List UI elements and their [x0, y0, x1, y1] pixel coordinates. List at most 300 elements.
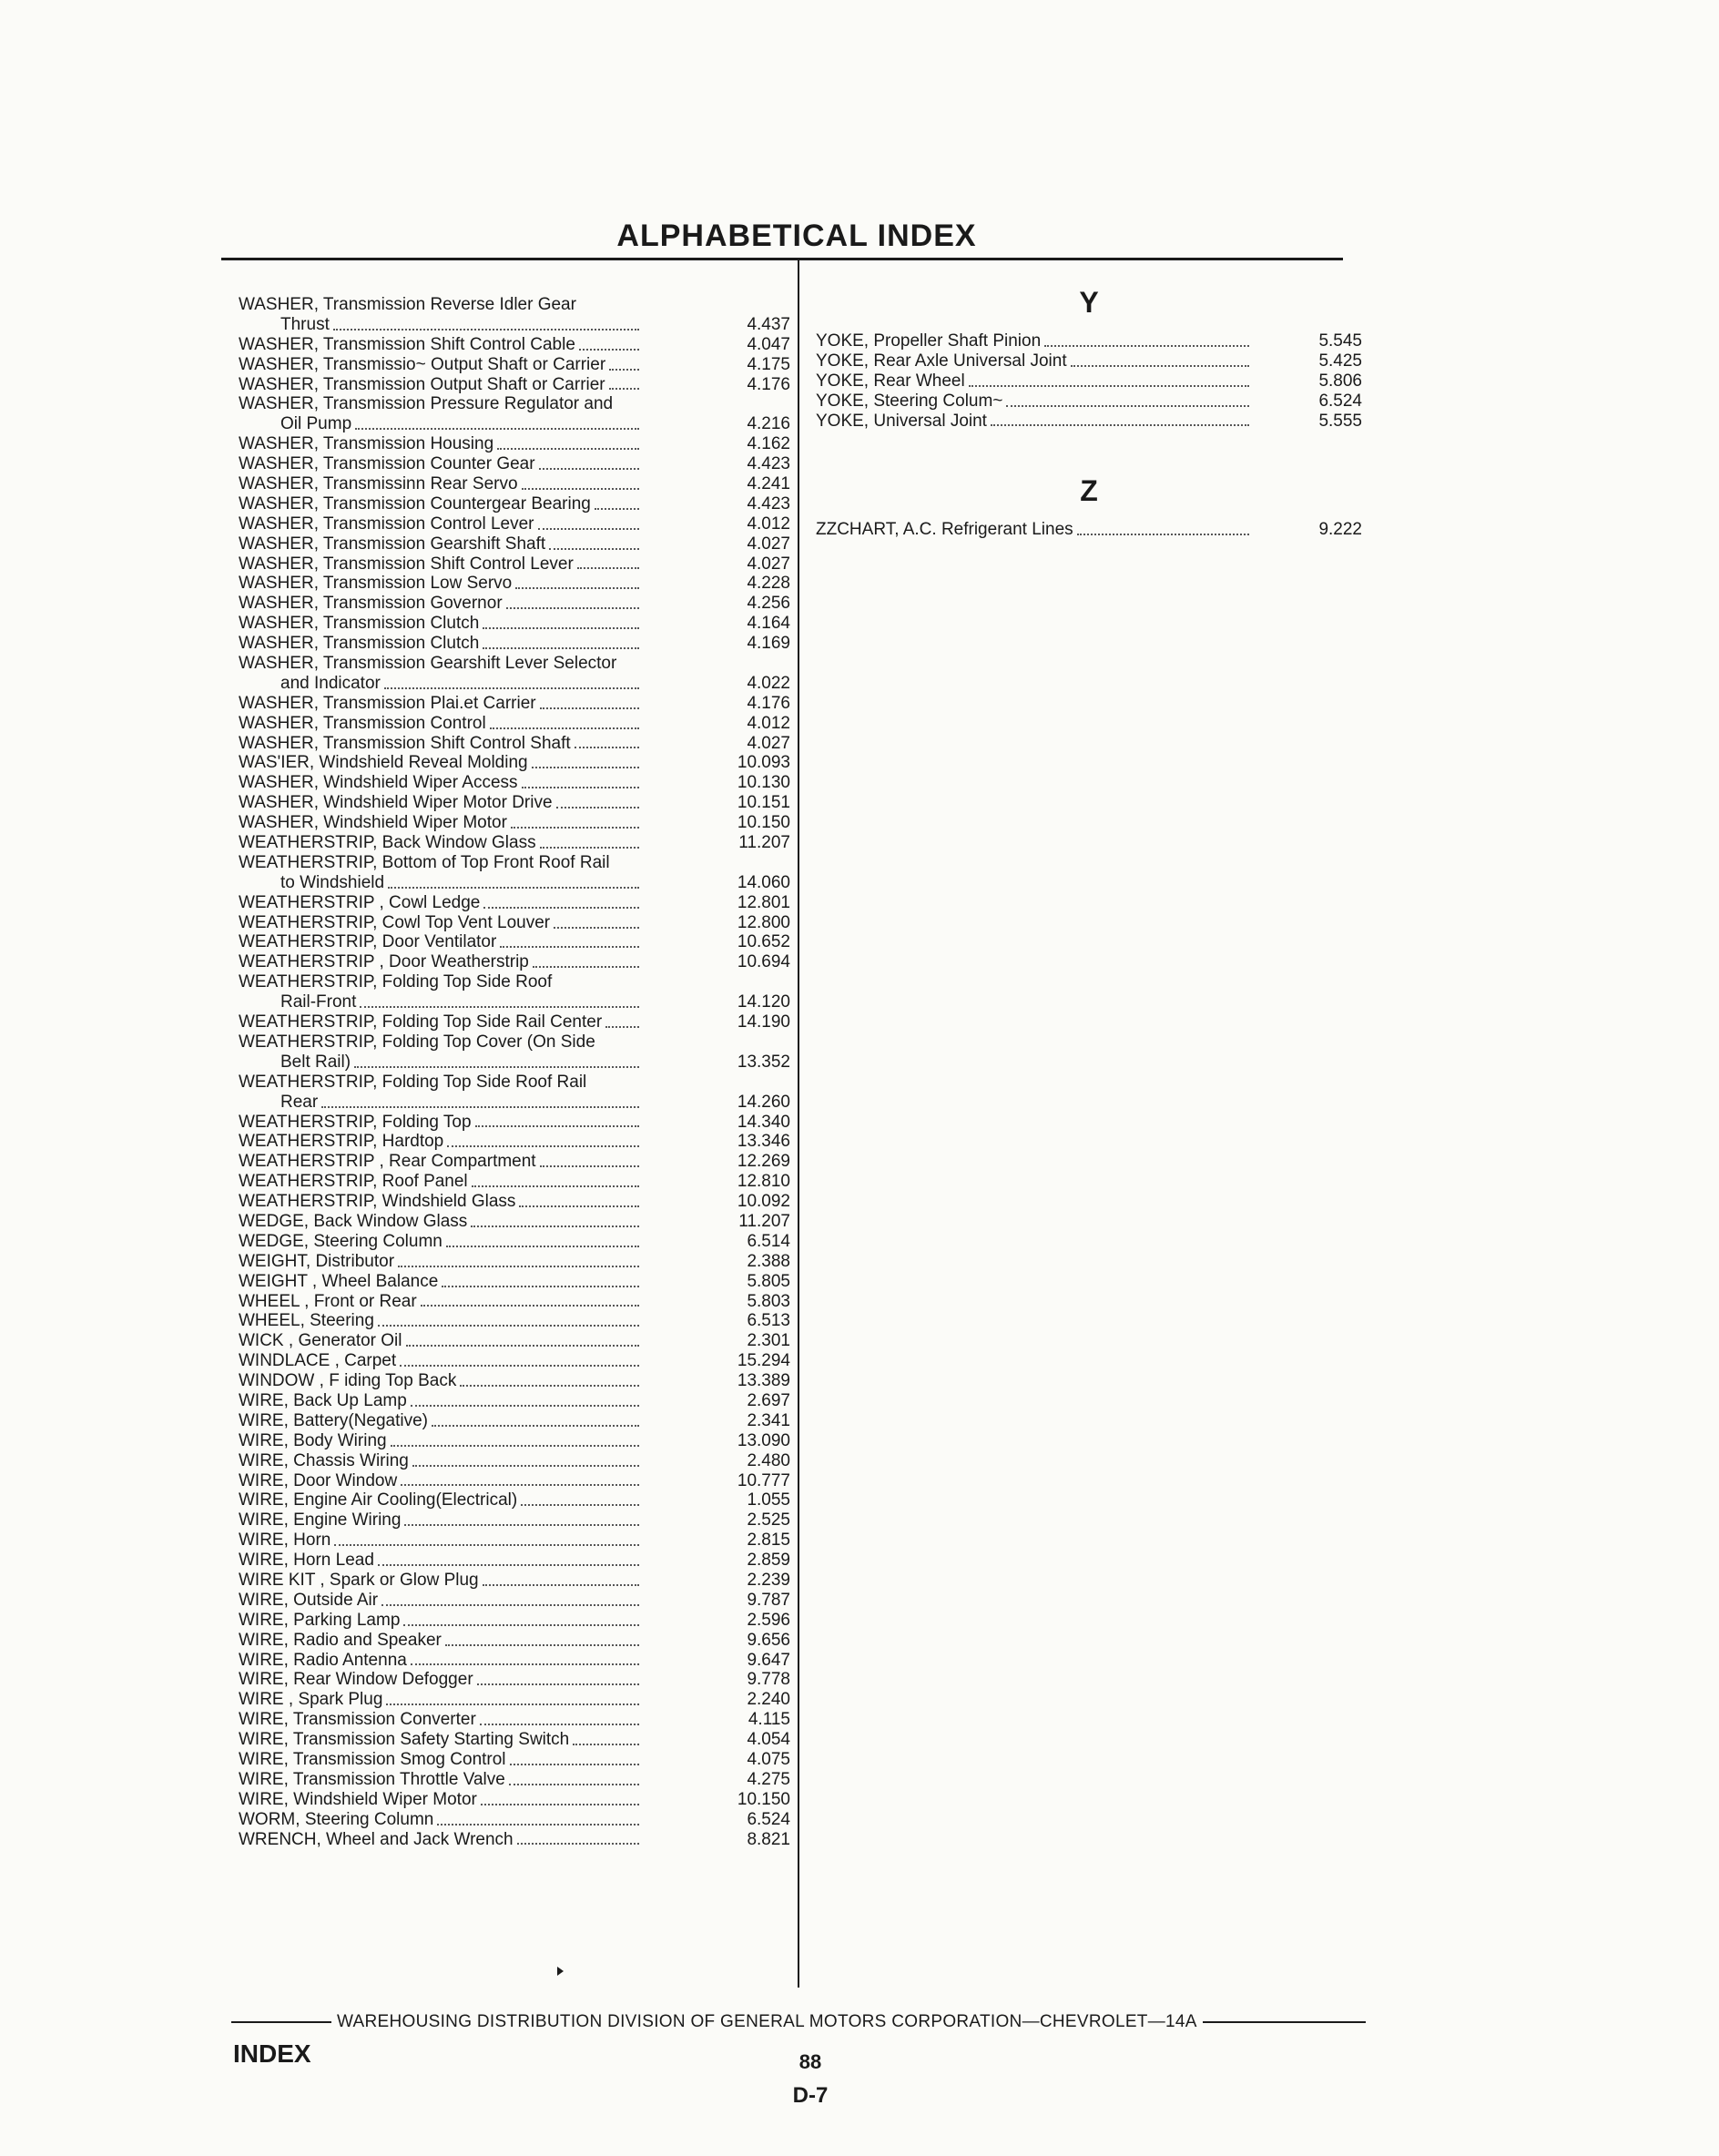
dot-leader [321, 1101, 639, 1108]
index-entry-label: WHEEL, Steering [239, 1311, 374, 1331]
index-entry [239, 853, 790, 873]
index-entry-label: WASHER, Windshield Wiper Access [239, 773, 518, 793]
index-entry-page: 10.093 [737, 753, 790, 773]
index-entry [239, 1292, 790, 1312]
index-entry-label: YOKE, Rear Axle Universal Joint [816, 351, 1067, 371]
index-entry-page: 4.216 [747, 414, 790, 434]
dot-leader [539, 463, 639, 470]
index-entry-label: WEATHERSTRIP, Hardtop [239, 1132, 444, 1152]
dot-leader [540, 841, 639, 849]
index-entry [816, 371, 1362, 392]
index-entry [239, 1730, 790, 1750]
index-entry [239, 1113, 790, 1133]
index-entry [239, 1431, 790, 1451]
index-entry [239, 753, 790, 773]
dot-leader [573, 1738, 639, 1745]
dot-leader [333, 323, 639, 331]
index-entry [239, 933, 790, 953]
dot-leader [475, 1120, 639, 1127]
index-entry-page: 6.524 [747, 1809, 790, 1829]
index-entry-page: 14.260 [737, 1092, 790, 1112]
sheet-code: D-7 [792, 2083, 829, 2108]
letter-heading: Y [1079, 286, 1099, 319]
index-entry [239, 534, 790, 554]
index-entry-page: 4.027 [747, 554, 790, 574]
index-entry-label: ZZCHART, A.C. Refrigerant Lines [816, 520, 1073, 540]
dot-leader [483, 642, 639, 649]
index-entry-page: 2.341 [747, 1410, 790, 1430]
dot-leader [471, 1220, 639, 1227]
index-entry [239, 355, 790, 375]
index-entry-page: 4.047 [747, 334, 790, 354]
index-entry-page: 2.815 [747, 1531, 790, 1551]
index-entry-label: WASHER, Transmission Control Lever [239, 514, 534, 534]
index-entry-page: 11.207 [738, 1211, 790, 1231]
index-entry [239, 574, 790, 594]
dot-leader [519, 1200, 639, 1207]
index-entry-label: WIRE, Transmission Smog Control [239, 1750, 506, 1769]
dot-leader [538, 523, 639, 530]
index-entry [239, 1551, 790, 1571]
index-entry [239, 992, 790, 1012]
index-entry [239, 1391, 790, 1411]
index-entry-page: 5.806 [1318, 371, 1362, 391]
letter-heading: Z [1080, 474, 1098, 508]
index-entry-label: WEATHERSTRIP , Cowl Ledge [239, 892, 481, 912]
index-entry-page: 9.222 [1318, 520, 1362, 540]
index-entry-page: 2.388 [747, 1251, 790, 1271]
index-entry [239, 614, 790, 634]
dot-leader [483, 622, 639, 629]
index-entry-page: 9.656 [747, 1630, 790, 1650]
index-entry-page: 14.340 [737, 1112, 790, 1132]
dot-leader [595, 503, 639, 510]
index-entry-label: WIRE, Back Up Lamp [239, 1390, 407, 1410]
index-entry [239, 554, 790, 575]
footer-rule-right [1203, 2021, 1366, 2023]
index-entry-label: WIRE, Outside Air [239, 1590, 379, 1610]
index-entry-label: WEATHERSTRIP, Door Ventilator [239, 932, 497, 952]
index-entry [239, 315, 790, 335]
dot-leader [554, 921, 639, 929]
index-entry-page: 2.859 [747, 1551, 790, 1571]
index-entry-page: 11.207 [738, 833, 790, 853]
index-entry [239, 1012, 790, 1032]
index-entry-label: WIRE, Engine Air Cooling(Electrical) [239, 1490, 518, 1510]
index-entry-label: WIRE, Battery(Negative) [239, 1410, 428, 1430]
index-entry-label: WAS'IER, Windshield Reveal Molding [239, 753, 528, 773]
index-entry [239, 1471, 790, 1491]
dot-leader [540, 1160, 639, 1167]
dot-leader [549, 543, 639, 550]
dot-leader [378, 1559, 639, 1566]
index-entry-page: 2.240 [747, 1690, 790, 1710]
index-entry-page: 4.176 [747, 693, 790, 713]
index-entry [239, 1510, 790, 1531]
index-entry-label: and Indicator [280, 673, 381, 693]
index-entry-label: WASHER, Transmission Control [239, 713, 486, 733]
index-entry-label: YOKE, Steering Colum~ [816, 391, 1003, 411]
index-entry-label: WASHER, Transmission Plai.et Carrier [239, 693, 536, 713]
index-entry-page: 12.800 [737, 912, 790, 932]
dot-leader [506, 602, 639, 609]
index-entry-label: WEATHERSTRIP, Back Window Glass [239, 833, 536, 853]
dot-leader [384, 682, 639, 689]
index-entry-page: 2.239 [747, 1570, 790, 1590]
index-entry [239, 1790, 790, 1810]
dot-leader [556, 801, 639, 808]
right-index-column [816, 282, 1362, 540]
dot-leader [442, 1280, 639, 1287]
index-entry-label: WIRE, Rear Window Defogger [239, 1670, 473, 1690]
index-entry-page: 14.120 [737, 992, 790, 1012]
index-entry-label: WEDGE, Steering Column [239, 1231, 442, 1251]
index-entry [239, 773, 790, 793]
index-entry-label: WASHER, Windshield Wiper Motor [239, 813, 507, 833]
index-entry-label: WIRE, Chassis Wiring [239, 1450, 409, 1470]
index-entry-label: Belt Rail) [280, 1052, 351, 1072]
index-entry-label: WIRE, Parking Lamp [239, 1610, 401, 1630]
index-entry-label: YOKE, Propeller Shaft Pinion [816, 331, 1042, 351]
index-entry [239, 1490, 790, 1510]
index-entry [239, 1093, 790, 1113]
section-label: INDEX [233, 2039, 311, 2068]
index-entry-label: WEATHERSTRIP , Door Weatherstrip [239, 952, 529, 972]
dot-leader [388, 881, 639, 889]
dot-leader [437, 1818, 639, 1825]
dot-leader [497, 442, 639, 450]
dot-leader [445, 1639, 639, 1646]
index-entry-page: 5.805 [747, 1271, 790, 1291]
index-entry [239, 375, 790, 395]
index-entry-label: WIRE, Door Window [239, 1470, 398, 1490]
index-entry [239, 1132, 790, 1152]
index-entry-page: 12.801 [737, 892, 790, 912]
index-entry-page: 5.425 [1318, 351, 1362, 371]
dot-leader [522, 483, 639, 490]
dot-leader [480, 1718, 639, 1725]
index-entry-page: 10.151 [737, 793, 790, 813]
index-entry-label: WASHER, Transmission Gearshift Shaft [239, 534, 546, 554]
index-entry-page: 6.514 [747, 1231, 790, 1251]
index-entry [239, 1371, 790, 1391]
index-entry-page: 2.301 [747, 1331, 790, 1351]
index-entry [239, 1670, 790, 1690]
index-entry-label: WASHER, Windshield Wiper Motor Drive [239, 793, 553, 813]
dot-leader [575, 741, 639, 748]
index-entry-label: WEATHERSTRIP , Rear Compartment [239, 1152, 536, 1172]
index-entry-label: WIRE, Transmission Converter [239, 1710, 476, 1730]
index-entry-page: 13.090 [737, 1430, 790, 1450]
dot-leader [511, 821, 639, 829]
index-entry [816, 412, 1362, 432]
dot-leader [460, 1379, 639, 1387]
index-entry-label: WASHER, Transmission Clutch [239, 634, 480, 654]
index-entry-page: 13.346 [737, 1132, 790, 1152]
index-entry-label: WASHER, Transmission Gearshift Lever Selector [239, 654, 617, 674]
index-entry-page: 5.555 [1318, 411, 1362, 431]
index-entry-label: WASHER, Transmission Reverse Idler Gear [239, 294, 576, 314]
footer-rule-left [231, 2021, 331, 2023]
index-entry-page: 14.190 [737, 1012, 790, 1032]
index-entry [239, 1611, 790, 1631]
index-entry-page: 4.228 [747, 574, 790, 594]
index-entry [239, 514, 790, 534]
index-entry-label: YOKE, Rear Wheel [816, 371, 965, 391]
index-entry-label: WIRE, Body Wiring [239, 1430, 387, 1450]
index-entry-label: WASHER, Transmission Pressure Regulator and [239, 394, 614, 414]
dot-leader [1077, 528, 1249, 535]
index-entry [239, 1830, 790, 1850]
dot-leader [515, 582, 639, 589]
index-entry-page: 4.012 [747, 514, 790, 534]
index-entry [239, 1810, 790, 1830]
index-entry [239, 594, 790, 614]
dot-leader [421, 1299, 639, 1307]
index-entry-label: WEATHERSTRIP, Folding Top Side Rail Center [239, 1012, 603, 1032]
index-entry [239, 833, 790, 853]
index-entry [239, 674, 790, 694]
index-entry-label: WIRE, Windshield Wiper Motor [239, 1789, 477, 1809]
dot-leader [401, 1479, 639, 1486]
index-entry-label: WHEEL , Front or Rear [239, 1291, 417, 1311]
index-entry-page: 10.150 [737, 1789, 790, 1809]
index-entry-label: WASHER, Transmission Countergear Bearing [239, 493, 591, 514]
footer-text: WAREHOUSING DISTRIBUTION DIVISION OF GENERAL MOTORS CORPORATION—CHEVROLET—14A [337, 2012, 1197, 2031]
index-entry [239, 1531, 790, 1551]
index-entry [239, 434, 790, 454]
index-entry [239, 295, 790, 315]
index-entry-page: 4.162 [747, 434, 790, 454]
dot-leader [406, 1339, 640, 1347]
index-entry-label: WASHER, Transmission Low Servo [239, 574, 513, 594]
index-entry-page: 1.055 [747, 1490, 790, 1510]
index-entry [239, 1192, 790, 1212]
index-entry-label: WIRE, Engine Wiring [239, 1510, 402, 1531]
index-entry-page: 10.092 [737, 1192, 790, 1212]
dot-leader [403, 1619, 639, 1626]
index-entry-label: WEATHERSTRIP, Cowl Top Vent Louver [239, 912, 551, 932]
index-entry-page: 6.513 [747, 1311, 790, 1331]
index-entry [239, 474, 790, 494]
index-entry-label: WASHER, Transmission Shift Control Cable [239, 334, 575, 354]
index-entry-page: 13.352 [737, 1052, 790, 1072]
index-entry [239, 454, 790, 474]
index-entry-label: WASHER, Transmission Housing [239, 434, 494, 454]
index-entry [239, 694, 790, 714]
index-entry [239, 1032, 790, 1053]
dot-leader [1006, 400, 1249, 407]
index-entry-page: 10.694 [737, 952, 790, 972]
dot-leader [381, 1599, 639, 1606]
index-entry-label: to Windshield [280, 872, 385, 892]
index-entry-page: 4.027 [747, 534, 790, 554]
index-entry [239, 394, 790, 414]
dot-leader [521, 1499, 639, 1506]
index-entry-page: 9.787 [747, 1590, 790, 1610]
index-entry [239, 1331, 790, 1351]
index-entry-page: 2.596 [747, 1610, 790, 1630]
index-entry [816, 392, 1362, 412]
dot-leader [605, 1021, 639, 1028]
dot-leader [532, 761, 639, 768]
dot-leader [969, 380, 1249, 387]
index-entry-label: Oil Pump [280, 414, 352, 434]
index-entry-label: WIRE , Spark Plug [239, 1690, 383, 1710]
index-entry-label: WEDGE, Back Window Glass [239, 1211, 468, 1231]
index-entry [239, 1172, 790, 1192]
index-entry-label: WEATHERSTRIP, Folding Top Cover (On Side [239, 1032, 595, 1052]
index-entry-label: WEATHERSTRIP, Folding Top [239, 1112, 472, 1132]
index-entry [239, 634, 790, 654]
index-entry [239, 1212, 790, 1232]
index-entry-label: WRENCH, Wheel and Jack Wrench [239, 1829, 514, 1849]
index-entry-page: 9.647 [747, 1650, 790, 1670]
dot-leader [522, 781, 639, 788]
index-entry-page: 13.389 [737, 1371, 790, 1391]
index-entry [239, 1311, 790, 1331]
index-entry-page: 4.169 [747, 634, 790, 654]
dot-leader [481, 1798, 639, 1805]
dot-leader [579, 343, 639, 351]
index-entry-label: WEATHERSTRIP, Folding Top Side Roof [239, 972, 553, 992]
index-entry-label: Rail-Front [280, 992, 357, 1012]
index-entry-page: 10.150 [737, 813, 790, 833]
index-entry-page: 4.115 [748, 1710, 790, 1730]
dot-leader [446, 1240, 639, 1247]
dot-leader [540, 702, 639, 709]
index-entry [239, 734, 790, 754]
dot-leader [577, 562, 639, 569]
index-entry [239, 714, 790, 734]
index-entry-label: WEATHERSTRIP, Windshield Glass [239, 1192, 516, 1212]
index-entry [239, 952, 790, 972]
index-entry [239, 1770, 790, 1790]
index-entry-label: WASHER, Transmission Clutch [239, 614, 480, 634]
index-entry-page: 4.054 [747, 1730, 790, 1750]
index-entry-label: WEATHERSTRIP, Folding Top Side Roof Rail [239, 1072, 587, 1092]
index-entry-label: WASHER, Transmission Output Shaft or Carrier [239, 374, 605, 394]
index-entry-label: WEIGHT , Wheel Balance [239, 1271, 439, 1291]
index-entry [239, 654, 790, 674]
index-entry-page: 2.480 [747, 1450, 790, 1470]
dot-leader [447, 1140, 639, 1147]
index-entry [239, 1152, 790, 1172]
dot-leader [472, 1180, 639, 1187]
dot-leader [360, 1001, 639, 1008]
index-entry [239, 972, 790, 992]
dot-leader [477, 1678, 639, 1685]
column-divider [798, 258, 799, 1988]
bullet-mark-icon [557, 1967, 564, 1976]
footer-line [231, 2012, 1366, 2032]
index-entry-label: WINDLACE , Carpet [239, 1351, 397, 1371]
dot-leader [391, 1439, 639, 1447]
dot-leader [404, 1519, 639, 1526]
dot-leader [334, 1539, 639, 1546]
dot-leader [412, 1459, 639, 1467]
index-entry [816, 351, 1362, 371]
index-entry-page: 15.294 [737, 1351, 790, 1371]
index-entry [239, 414, 790, 434]
index-entry-label: WORM, Steering Column [239, 1809, 434, 1829]
index-entry-label: WASHER, Transmission Shift Control Shaft [239, 733, 571, 753]
dot-leader [609, 363, 639, 371]
index-entry [239, 1651, 790, 1671]
dot-leader [483, 1579, 639, 1586]
index-entry-label: WIRE, Transmission Throttle Valve [239, 1769, 505, 1789]
index-entry [239, 793, 790, 813]
index-entry-page: 4.164 [747, 614, 790, 634]
index-entry-page: 4.075 [747, 1750, 790, 1769]
index-entry-page: 2.525 [747, 1510, 790, 1531]
index-entry [239, 1232, 790, 1252]
dot-leader [509, 1778, 639, 1785]
title-rule [221, 258, 1343, 260]
index-entry [239, 1411, 790, 1431]
dot-leader [355, 422, 639, 430]
index-entry [239, 1631, 790, 1651]
dot-leader [500, 941, 639, 948]
index-entry-page: 10.777 [737, 1470, 790, 1490]
index-entry-page: 9.778 [747, 1670, 790, 1690]
index-entry-page: 4.022 [747, 673, 790, 693]
index-entry-label: WEIGHT, Distributor [239, 1251, 395, 1271]
dot-leader [400, 1359, 639, 1367]
index-entry-label: Rear [280, 1092, 319, 1112]
index-entry-page: 4.256 [747, 594, 790, 614]
index-entry [239, 494, 790, 514]
dot-leader [398, 1260, 639, 1267]
dot-leader [510, 1758, 639, 1765]
dot-leader [411, 1658, 639, 1665]
dot-leader [483, 901, 639, 909]
index-entry [239, 1750, 790, 1770]
index-entry-label: WASHER, Transmission Shift Control Lever [239, 554, 574, 574]
index-entry-page: 14.060 [737, 872, 790, 892]
dot-leader [386, 1698, 639, 1705]
index-entry [239, 1272, 790, 1292]
dot-leader [354, 1061, 639, 1068]
index-entry [816, 331, 1362, 351]
index-entry-label: WICK , Generator Oil [239, 1331, 402, 1351]
dot-leader [1071, 360, 1249, 367]
index-entry [239, 1591, 790, 1611]
index-entry [239, 1053, 790, 1073]
index-entry-label: Thrust [280, 314, 330, 334]
dot-leader [490, 722, 639, 729]
index-entry [816, 520, 1362, 540]
index-entry-label: WASHER, Transmissio~ Output Shaft or Carrier [239, 354, 606, 374]
index-entry-page: 6.524 [1318, 391, 1362, 411]
index-entry-page: 12.810 [737, 1172, 790, 1192]
index-entry-page: 4.275 [747, 1769, 790, 1789]
index-entry-page: 4.423 [747, 454, 790, 474]
index-entry-page: 12.269 [737, 1152, 790, 1172]
index-entry-page: 10.652 [737, 932, 790, 952]
index-entry [239, 1252, 790, 1272]
page-number: 88 [798, 2050, 822, 2073]
index-entry-label: WIRE, Radio Antenna [239, 1650, 407, 1670]
dot-leader [378, 1319, 639, 1327]
index-entry [239, 335, 790, 355]
index-entry-page: 10.130 [737, 773, 790, 793]
dot-leader [533, 961, 639, 968]
dot-leader [517, 1837, 639, 1845]
index-entry-page: 2.697 [747, 1390, 790, 1410]
left-index-column [239, 295, 790, 1849]
index-entry [239, 893, 790, 913]
